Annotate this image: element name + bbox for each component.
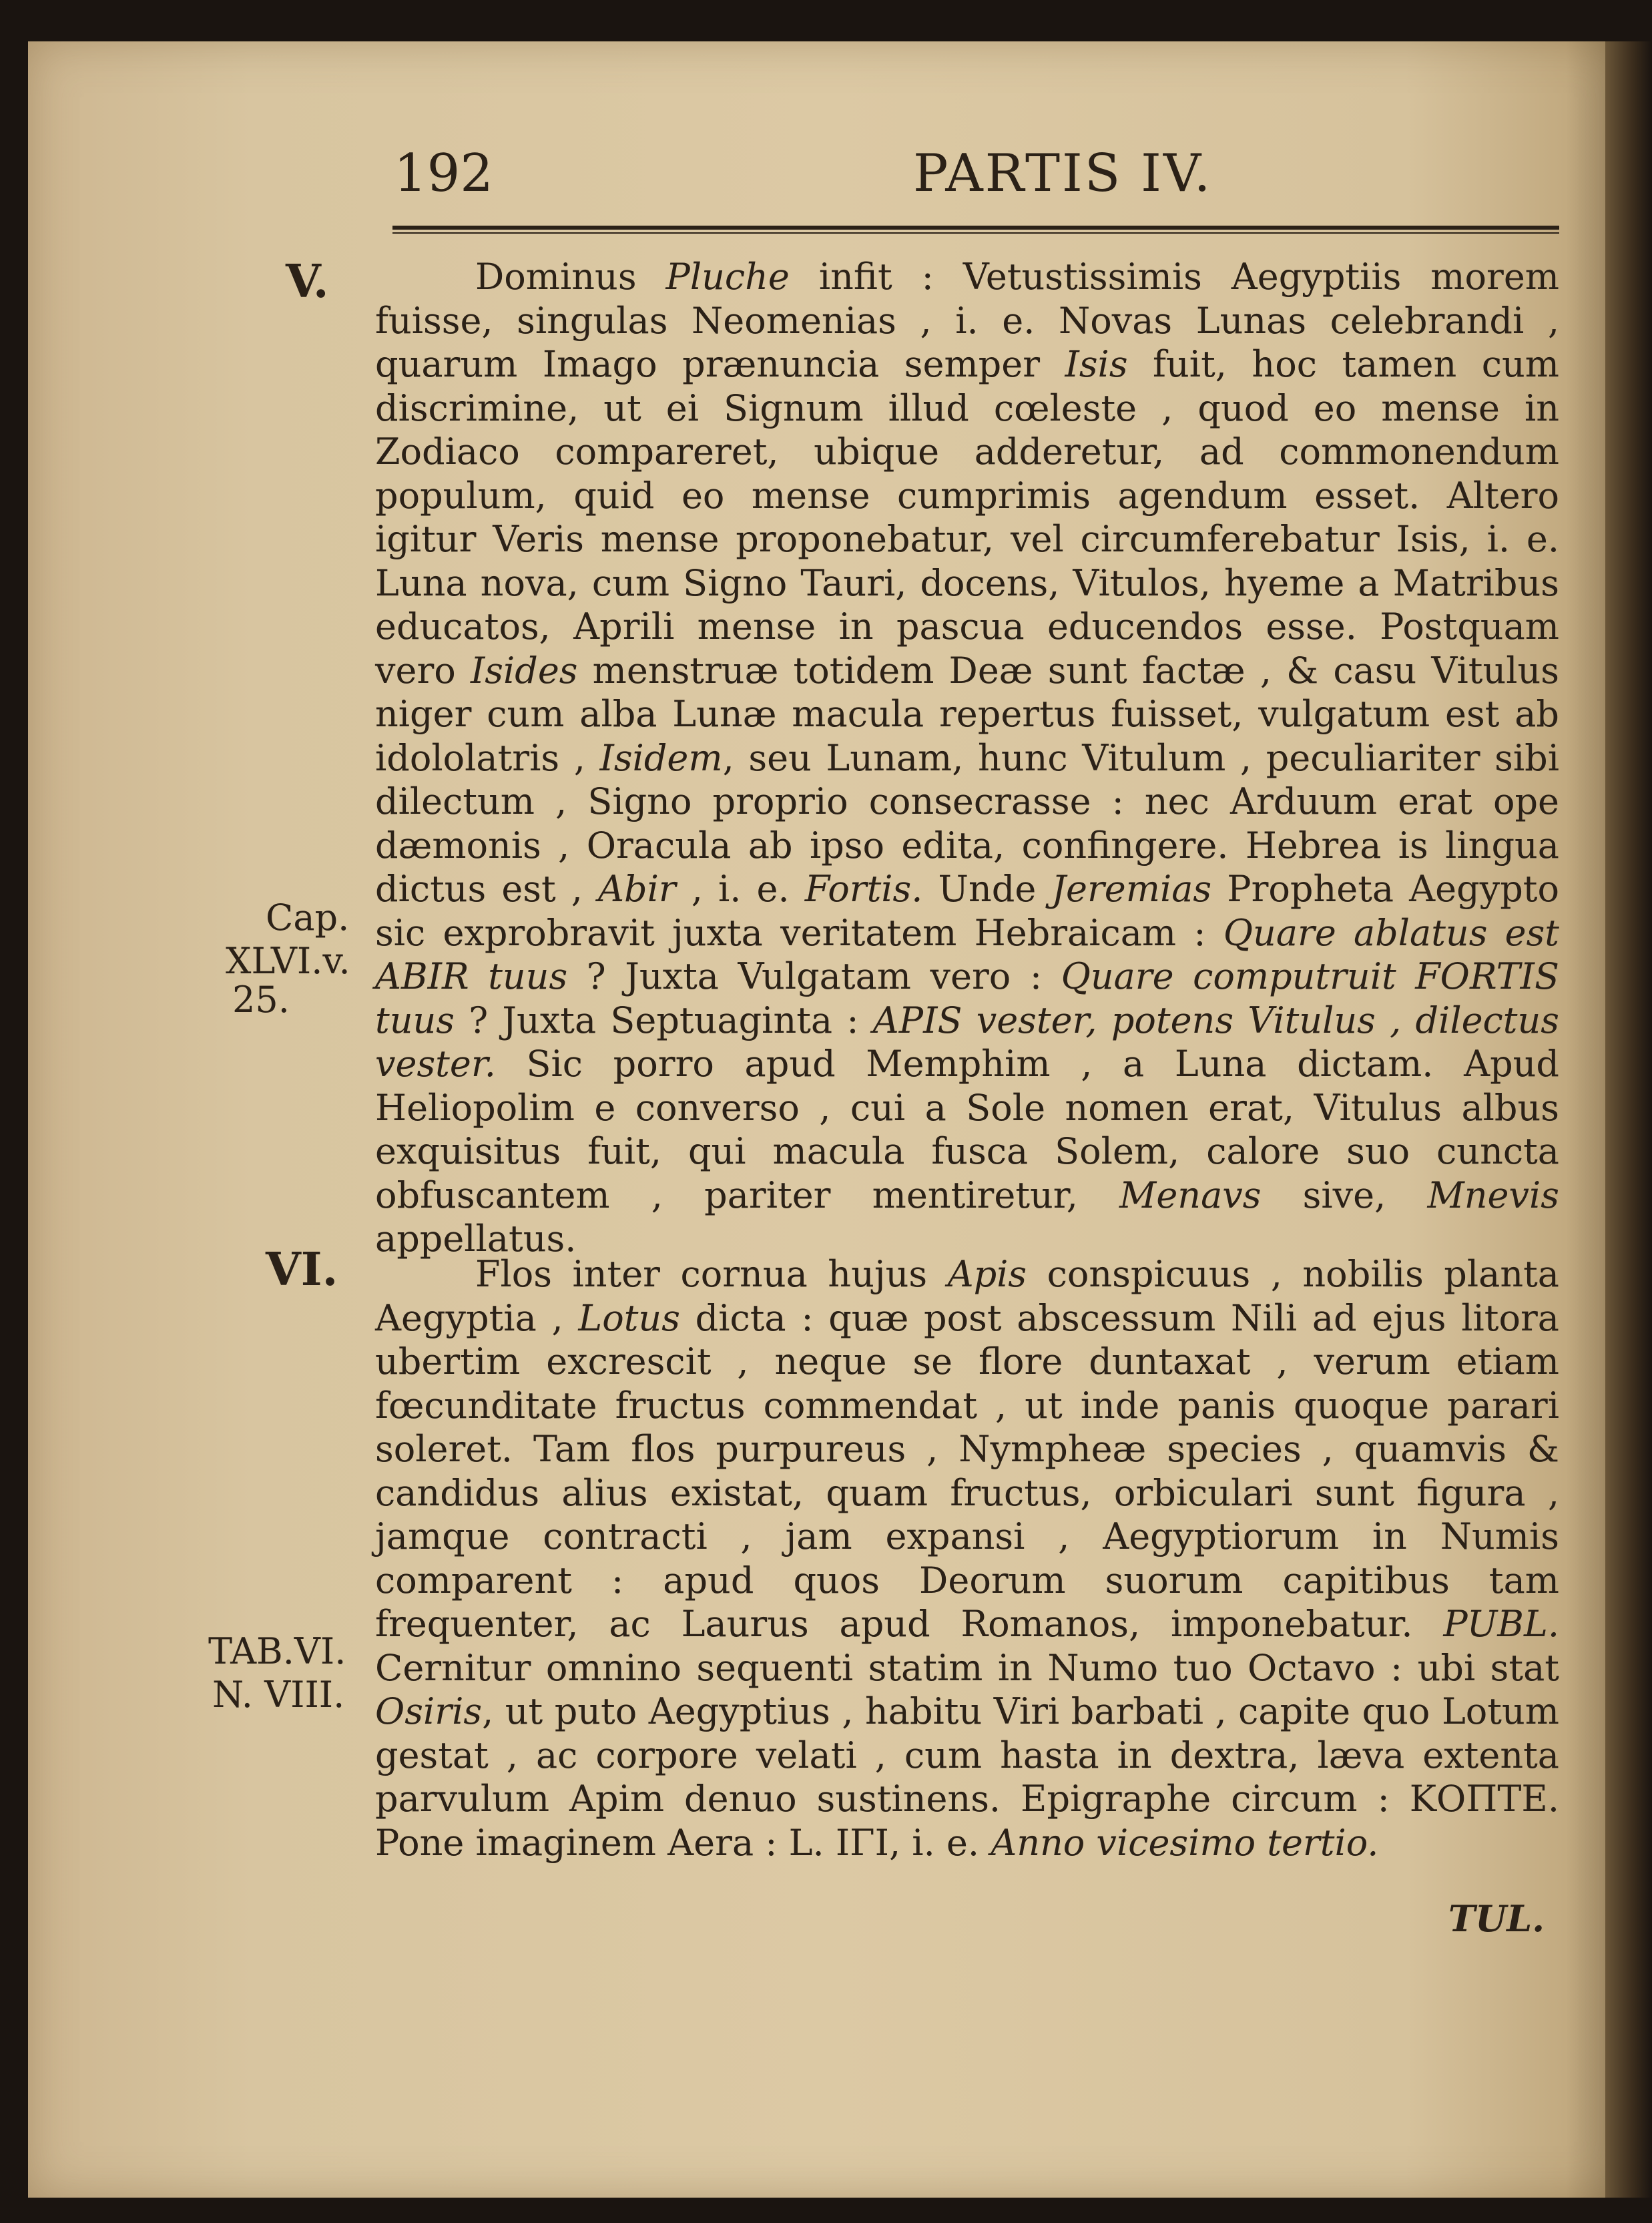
text-run: Dominus	[475, 256, 666, 298]
italic-text: Quare computruit FORTIS tuus	[375, 955, 1560, 1041]
italic-text: Pluche	[665, 256, 790, 298]
text-run: Sic porro apud Memphim , a Luna dictam. Apud Heliopolim e converso , cui a Sole nomen erat, Vitulus albus exquisitus fuit, qui macula fusca Solem, calore suo cuncta obfuscantem , pariter mentiretur,	[375, 1043, 1559, 1216]
text-run: , seu Lunam, hunc Vitulum , peculiariter sibi dilectum , Signo proprio consecrasse : nec Arduum erat ope dæmonis , Oracula ab ipso edita, confingere. Hebrea is lingua dictus est ,	[375, 736, 1559, 910]
text-run: ? Juxta Vulgatam vero :	[567, 955, 1061, 997]
text-run: dicta : quæ post abscessum Nili ad ejus litora ubertim excrescit , neque se flore duntaxat , verum etiam fœcunditate fructus commendat , ut inde panis quoque parari soleret. Tam flos purpureus , Nympheæ species , quamvis & candidus alius existat, quam fructus, orbiculari sunt figura , jamque contracti , jam expansi , Aegyptiorum in Numis comparent : apud quos Deorum suorum capitibus tam frequenter, ac Laurus apud Romanos, imponebatur.	[375, 1296, 1559, 1645]
section-vi-text	[375, 1252, 1559, 1865]
italic-text: Apis	[947, 1253, 1027, 1295]
text-run: menstruæ totidem Deæ sunt factæ , & casu Vitulus niger cum alba Lunæ macula repertus fuisset, vulgatum est ab idololatris ,	[375, 649, 1559, 779]
italic-text: APIS vester, potens Vitulus , dilectus vester.	[375, 999, 1559, 1085]
italic-text: Menavs	[1119, 1174, 1262, 1216]
text-run: Cernitur omnino sequenti statim in Numo tuo Octavo : ubi stat	[375, 1646, 1559, 1689]
page-edge-shadow	[1605, 41, 1652, 2198]
italic-text: PUBL.	[1443, 1603, 1559, 1645]
italic-text: Abir	[598, 868, 676, 910]
header-rule	[392, 226, 1559, 234]
text-run: fuit, hoc tamen cum discrimine, ut ei Signum illud cœleste , quod eo mense in Zodiaco compareret, ubique adderetur, ad commonendum populum, quid eo mense cumprimis agendum esset. Altero igitur Veris mense proponebatur, vel circumferebatur Isis, i. e. Luna nova, cum Signo Tauri, docens, Vitulos, hyeme a Matribus educatos, Aprili mense in pascua educendos esse. Postquam vero	[375, 343, 1560, 692]
italic-text: Jeremias	[1051, 868, 1212, 910]
italic-text: Isides	[470, 649, 578, 692]
italic-text: Osiris	[375, 1690, 483, 1732]
italic-text: Mnevis	[1427, 1174, 1559, 1216]
text-run: sive,	[1261, 1174, 1428, 1216]
paragraph	[375, 1252, 1559, 1865]
text-run: Propheta Aegypto sic exprobravit juxta veritatem Hebraicam :	[375, 868, 1559, 954]
margin-note-tab: TAB.VI.	[208, 1630, 346, 1672]
text-run: Flos inter cornua hujus	[475, 1253, 948, 1295]
paragraph	[375, 255, 1559, 1261]
italic-text: Fortis.	[804, 868, 923, 910]
text-run: , i. e.	[675, 868, 805, 910]
section-v-text	[375, 255, 1559, 1261]
italic-text: Anno vicesimo tertio.	[991, 1821, 1379, 1864]
page-number: 192	[394, 144, 493, 204]
italic-text: Lotus	[578, 1296, 680, 1339]
text-run: , ut puto Aegyptius , habitu Viri barbati , capite quo Lotum gestat , ac corpore velati , cum hasta in dextra, læva extenta parvulum Apim denuo sustinens. Epigraphe circum : ΚΟΠΤΕ. Pone imaginem Aera : L. ΙΓΙ, i. e.	[375, 1690, 1559, 1864]
margin-note-tab-number: N. VIII.	[212, 1674, 345, 1716]
section-number-vi: VI.	[266, 1243, 338, 1296]
margin-note-verse-number: 25.	[232, 979, 290, 1021]
italic-text: Isis	[1065, 343, 1128, 385]
text-run: appellatus.	[375, 1218, 577, 1260]
catchword: TUL.	[1448, 1897, 1545, 1940]
margin-note-chapter-verse: XLVI.v.	[226, 940, 350, 982]
text-run: infit : Vetustissimis Aegyptiis morem fuisse, singulas Neomenias , i. e. Novas Lunas celebrandi , quarum Imago prænuncia semper	[375, 256, 1559, 385]
text-run: Unde	[922, 868, 1052, 910]
running-title: PARTIS IV.	[913, 144, 1213, 204]
italic-text: Isidem	[599, 736, 723, 779]
text-run: ? Juxta Septuaginta :	[454, 999, 873, 1041]
text-run: conspicuus , nobilis planta Aegyptia ,	[375, 1253, 1559, 1339]
margin-note-cap: Cap.	[266, 897, 350, 939]
italic-text: Quare ablatus est ABIR tuus	[375, 911, 1559, 997]
section-number-v: V.	[286, 255, 329, 308]
